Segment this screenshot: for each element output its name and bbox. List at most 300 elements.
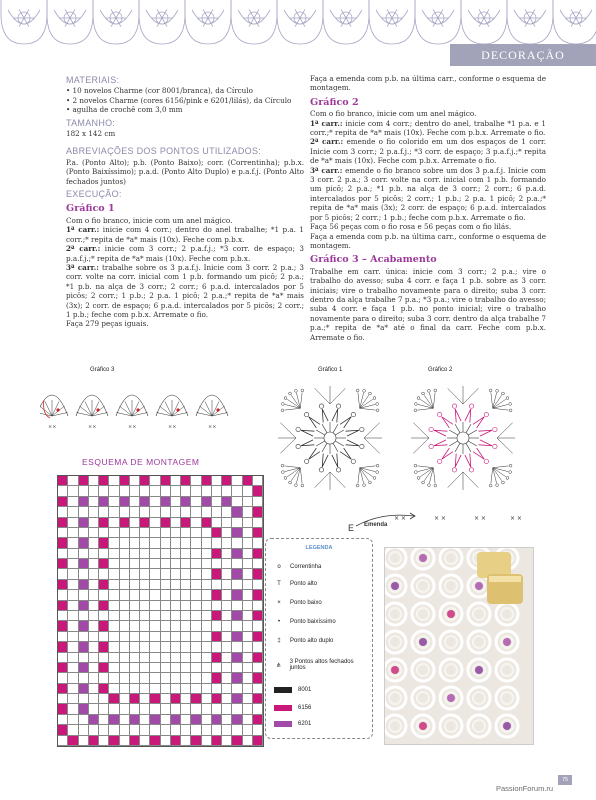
grid-cell — [99, 653, 109, 663]
grid-cell — [140, 725, 150, 735]
legend-item: T Ponto alto — [274, 581, 368, 587]
grid-cell — [140, 549, 150, 559]
grid-cell — [222, 601, 232, 611]
grid-cell — [120, 621, 130, 631]
grid-cell — [212, 663, 222, 673]
grid-cell — [120, 673, 130, 683]
grid-cell — [109, 725, 119, 735]
grid-cell — [130, 632, 140, 642]
grid-cell — [99, 518, 109, 528]
grid-cell — [68, 538, 78, 548]
grid-cell — [150, 507, 160, 517]
grid-cell — [150, 590, 160, 600]
grid-cell — [68, 569, 78, 579]
grid-cell — [120, 507, 130, 517]
grid-cell — [68, 725, 78, 735]
grid-cell — [212, 507, 222, 517]
grid-cell — [212, 611, 222, 621]
grid-cell — [120, 725, 130, 735]
grid-cell — [253, 725, 263, 735]
grid-cell — [253, 538, 263, 548]
grid-cell — [120, 590, 130, 600]
grid-cell — [130, 715, 140, 725]
grid-cell — [130, 569, 140, 579]
grid-cell — [99, 486, 109, 496]
grid-cell — [181, 642, 191, 652]
grid-cell — [150, 569, 160, 579]
grid-cell — [89, 725, 99, 735]
grid-cell — [58, 497, 68, 507]
grid-cell — [243, 507, 253, 517]
grid-cell — [253, 611, 263, 621]
grid-cell — [232, 621, 242, 631]
grid-cell — [232, 518, 242, 528]
grid-cell — [222, 559, 232, 569]
grid-cell — [191, 642, 201, 652]
grid-cell — [140, 569, 150, 579]
grid-cell — [161, 653, 171, 663]
grid-cell — [99, 663, 109, 673]
grid-cell — [68, 642, 78, 652]
tamanho-value: 182 x 142 cm — [66, 129, 116, 139]
carr-text: emende o fio colorido em um dos espaços de 1 corr. Inicie com 3 corr.; 2 p.a.f.j.; *3 corr. de espaço; 3 p.a.f.j.;* repita de *a* mais (10x). Feche com p.b.x. Arremate o fio. — [310, 137, 546, 166]
grid-cell — [120, 497, 130, 507]
grid-cell — [212, 549, 222, 559]
grid-cell — [232, 673, 242, 683]
grid-cell — [140, 653, 150, 663]
grid-cell — [171, 528, 181, 538]
legend-item: • Ponto baixíssimo — [274, 619, 368, 625]
grid-cell — [232, 725, 242, 735]
grid-cell — [140, 642, 150, 652]
grid-cell — [150, 611, 160, 621]
grafico1-carr-1 — [66, 225, 304, 244]
grid-cell — [181, 476, 191, 486]
grid-cell — [79, 736, 89, 746]
grid-cell — [89, 486, 99, 496]
grid-cell — [202, 653, 212, 663]
grid-cell — [79, 715, 89, 725]
text-column-right — [310, 74, 546, 342]
grid-cell — [161, 663, 171, 673]
grid-cell — [130, 590, 140, 600]
grid-cell — [222, 715, 232, 725]
grid-cell — [232, 559, 242, 569]
grid-cell — [68, 486, 78, 496]
grid-cell — [89, 715, 99, 725]
grid-cell — [191, 601, 201, 611]
grid-cell — [120, 549, 130, 559]
grid-cell — [109, 715, 119, 725]
grid-cell — [181, 715, 191, 725]
grid-cell — [232, 663, 242, 673]
grid-cell — [222, 590, 232, 600]
carr-label: 1ª carr.: — [66, 225, 100, 235]
grid-cell — [222, 642, 232, 652]
grid-cell — [130, 601, 140, 611]
grid-cell — [181, 653, 191, 663]
grid-cell — [253, 715, 263, 725]
grid-cell — [130, 528, 140, 538]
grid-cell — [99, 590, 109, 600]
legend-box — [265, 538, 373, 739]
grid-cell — [171, 549, 181, 559]
grid-cell — [253, 528, 263, 538]
grid-cell — [150, 621, 160, 631]
grid-cell — [212, 528, 222, 538]
materiais-item: • 2 novelos Charme (cores 6156/pink e 6201/lilás), da Círculo — [66, 95, 292, 105]
grid-cell — [68, 684, 78, 694]
grid-cell — [191, 673, 201, 683]
grid-cell — [79, 538, 89, 548]
grid-cell — [150, 580, 160, 590]
grid-cell — [58, 704, 68, 714]
grid-cell — [79, 642, 89, 652]
grid-cell — [232, 590, 242, 600]
grid-cell — [222, 580, 232, 590]
grid-cell — [222, 684, 232, 694]
grid-cell — [79, 590, 89, 600]
grid-cell — [253, 486, 263, 496]
grafico2-diagram — [395, 373, 535, 513]
grid-cell — [68, 559, 78, 569]
grid-cell — [253, 580, 263, 590]
legend-item: × Ponto baixo — [274, 600, 368, 606]
grid-cell — [140, 684, 150, 694]
grid-cell — [150, 653, 160, 663]
grid-cell — [89, 559, 99, 569]
grid-cell — [191, 611, 201, 621]
grid-cell — [212, 538, 222, 548]
grid-cell — [150, 673, 160, 683]
grid-cell — [212, 715, 222, 725]
grid-cell — [243, 673, 253, 683]
grid-cell — [79, 486, 89, 496]
grid-cell — [212, 642, 222, 652]
grid-cell — [243, 518, 253, 528]
carr-text: inicie com 4 corr.; dentro do anel, trabalhe *1 p.a. e 1 corr.;* repita de *a* mais (10x). Feche com p.b.x. Arremate o fio. — [310, 118, 546, 138]
grid-cell — [89, 673, 99, 683]
grid-cell — [212, 621, 222, 631]
grid-cell — [150, 663, 160, 673]
grid-cell — [202, 632, 212, 642]
grid-cell — [253, 549, 263, 559]
grid-cell — [68, 549, 78, 559]
grid-cell — [161, 715, 171, 725]
grid-cell — [243, 486, 253, 496]
carr-label: 2ª carr.: — [310, 137, 344, 147]
grid-cell — [202, 694, 212, 704]
grid-cell — [109, 518, 119, 528]
grid-cell — [140, 611, 150, 621]
grafico1-label: Gráfico 1 — [318, 367, 343, 373]
grid-cell — [130, 663, 140, 673]
grid-cell — [161, 673, 171, 683]
grid-cell — [181, 549, 191, 559]
grid-cell — [150, 497, 160, 507]
grid-cell — [58, 621, 68, 631]
grid-cell — [140, 621, 150, 631]
grid-cell — [253, 673, 263, 683]
grafico1-diagram — [265, 373, 405, 513]
legend-swatch-row: 6201 — [274, 721, 368, 727]
grid-cell — [171, 486, 181, 496]
grid-cell — [150, 736, 160, 746]
grid-cell — [171, 663, 181, 673]
grid-cell — [58, 632, 68, 642]
grid-cell — [232, 715, 242, 725]
grid-cell — [232, 549, 242, 559]
carr-label: 2ª carr.: — [66, 244, 101, 254]
grid-cell — [130, 507, 140, 517]
grid-cell — [79, 725, 89, 735]
grid-cell — [243, 715, 253, 725]
grid-cell — [191, 549, 201, 559]
grid-cell — [212, 476, 222, 486]
grid-cell — [222, 673, 232, 683]
grid-cell — [79, 549, 89, 559]
grid-cell — [222, 507, 232, 517]
grid-cell — [79, 559, 89, 569]
grid-cell — [232, 580, 242, 590]
grid-cell — [171, 601, 181, 611]
grid-cell — [161, 518, 171, 528]
abreviacoes-heading: ABREVIAÇÕES DOS PONTOS UTILIZADOS: — [66, 146, 262, 157]
grid-cell — [120, 684, 130, 694]
grid-cell — [130, 518, 140, 528]
grid-cell — [191, 736, 201, 746]
grid-cell — [58, 694, 68, 704]
grid-cell — [58, 476, 68, 486]
grid-cell — [253, 497, 263, 507]
grid-cell — [58, 736, 68, 746]
grid-cell — [120, 642, 130, 652]
grid-cell — [191, 569, 201, 579]
grid-cell — [120, 486, 130, 496]
grid-cell — [171, 715, 181, 725]
grid-cell — [89, 642, 99, 652]
grid-cell — [120, 736, 130, 746]
color-swatch — [274, 705, 292, 711]
grid-cell — [181, 694, 191, 704]
grid-cell — [222, 694, 232, 704]
grid-cell — [253, 684, 263, 694]
grid-cell — [150, 528, 160, 538]
grid-cell — [222, 663, 232, 673]
grid-cell — [253, 736, 263, 746]
grid-cell — [171, 632, 181, 642]
grid-cell — [130, 725, 140, 735]
grid-cell — [120, 538, 130, 548]
abreviacoes-text: P.a. (Ponto Alto); p.b. (Ponto Baixo); corr. (Correntinha); p.b.x. (Ponto Baixíssimo); p.a.d. (Ponto Alto Duplo) e p.a.f.j. (Ponto Alto fechados juntos) — [66, 157, 304, 186]
grid-cell — [191, 632, 201, 642]
grid-cell — [161, 538, 171, 548]
grid-cell — [99, 580, 109, 590]
legend-item: ⋔ 3 Pontos altos fechados juntos — [274, 659, 368, 671]
grid-cell — [232, 507, 242, 517]
grafico3-label: Gráfico 3 — [90, 367, 115, 373]
svg-text:× ×: × × — [510, 515, 522, 522]
grid-cell — [68, 736, 78, 746]
grid-cell — [89, 736, 99, 746]
grid-cell — [99, 704, 109, 714]
grid-cell — [243, 549, 253, 559]
grid-cell — [89, 663, 99, 673]
grid-cell — [243, 497, 253, 507]
grid-cell — [191, 621, 201, 631]
grid-cell — [202, 642, 212, 652]
grid-cell — [140, 486, 150, 496]
grid-cell — [99, 507, 109, 517]
legend-swatch-row: 8001 — [274, 687, 368, 693]
grid-cell — [191, 476, 201, 486]
grid-cell — [232, 736, 242, 746]
grid-cell — [89, 518, 99, 528]
grid-cell — [181, 569, 191, 579]
grafico1-end: Faça 279 peças iguais. — [66, 319, 149, 329]
grid-cell — [79, 528, 89, 538]
grid-cell — [253, 632, 263, 642]
grid-cell — [109, 601, 119, 611]
grid-cell — [232, 528, 242, 538]
grid-cell — [161, 736, 171, 746]
grid-cell — [191, 528, 201, 538]
grid-cell — [181, 538, 191, 548]
grid-cell — [58, 653, 68, 663]
grid-cell — [253, 694, 263, 704]
grid-cell — [243, 538, 253, 548]
grid-cell — [79, 497, 89, 507]
grid-cell — [109, 632, 119, 642]
grid-cell — [181, 486, 191, 496]
grid-cell — [68, 601, 78, 611]
grid-cell — [161, 632, 171, 642]
grid-cell — [68, 663, 78, 673]
grid-cell — [222, 549, 232, 559]
grid-cell — [109, 486, 119, 496]
grid-cell — [58, 601, 68, 611]
grid-cell — [120, 569, 130, 579]
grid-cell — [161, 528, 171, 538]
grid-cell — [120, 528, 130, 538]
grid-cell — [161, 725, 171, 735]
svg-text:× ×: × × — [394, 515, 406, 522]
grid-cell — [130, 580, 140, 590]
grid-cell — [212, 518, 222, 528]
grid-cell — [109, 590, 119, 600]
grid-cell — [212, 684, 222, 694]
grid-cell — [79, 632, 89, 642]
grid-cell — [109, 663, 119, 673]
grid-cell — [191, 725, 201, 735]
grid-cell — [171, 538, 181, 548]
grid-cell — [89, 684, 99, 694]
grid-cell — [191, 694, 201, 704]
grid-cell — [191, 580, 201, 590]
grid-cell — [99, 694, 109, 704]
grid-cell — [161, 684, 171, 694]
grid-cell — [109, 507, 119, 517]
grid-cell — [161, 590, 171, 600]
grid-cell — [171, 684, 181, 694]
grid-cell — [222, 653, 232, 663]
grafico3-title: Gráfico 3 – Acabamento — [310, 254, 437, 266]
grid-cell — [109, 642, 119, 652]
grid-cell — [222, 611, 232, 621]
grid-cell — [202, 486, 212, 496]
grid-cell — [161, 549, 171, 559]
grid-cell — [120, 601, 130, 611]
grid-cell — [89, 507, 99, 517]
grid-cell — [79, 663, 89, 673]
grid-cell — [181, 601, 191, 611]
svg-text:××: ×× — [168, 424, 177, 430]
grid-cell — [202, 569, 212, 579]
grid-cell — [191, 653, 201, 663]
grid-cell — [89, 497, 99, 507]
grid-cell — [140, 704, 150, 714]
grid-cell — [109, 694, 119, 704]
grid-cell — [130, 559, 140, 569]
grid-cell — [89, 569, 99, 579]
grid-cell — [89, 704, 99, 714]
grid-cell — [161, 601, 171, 611]
section-tab: DECORAÇÃO — [450, 44, 596, 66]
grid-cell — [253, 518, 263, 528]
grid-cell — [191, 538, 201, 548]
grid-cell — [109, 497, 119, 507]
svg-text:× ×: × × — [434, 515, 446, 522]
grid-cell — [109, 684, 119, 694]
grafico1-carr-2 — [66, 244, 304, 263]
legend-item: ‡ Ponto alto duplo — [274, 638, 368, 644]
grid-cell — [150, 601, 160, 611]
grid-cell — [232, 538, 242, 548]
grid-cell — [222, 621, 232, 631]
grid-cell — [202, 663, 212, 673]
cluster-icon: ⋔ — [276, 662, 282, 669]
grid-cell — [150, 518, 160, 528]
grid-cell — [243, 663, 253, 673]
grid-cell — [161, 694, 171, 704]
grid-cell — [120, 663, 130, 673]
grid-cell — [130, 653, 140, 663]
grid-cell — [130, 694, 140, 704]
grid-cell — [68, 673, 78, 683]
grid-cell — [181, 632, 191, 642]
grid-cell — [150, 549, 160, 559]
color-swatch — [274, 687, 292, 693]
grid-cell — [202, 715, 212, 725]
text-column-left — [66, 72, 304, 329]
grid-cell — [161, 611, 171, 621]
grafico2-intro: Com o fio branco, inicie com um anel mágico. — [310, 109, 477, 119]
grid-cell — [243, 684, 253, 694]
grid-cell — [109, 673, 119, 683]
grid-cell — [58, 715, 68, 725]
grid-cell — [243, 736, 253, 746]
grid-cell — [243, 559, 253, 569]
lace-border — [0, 0, 596, 48]
grid-cell — [212, 486, 222, 496]
grid-cell — [191, 518, 201, 528]
grid-cell — [181, 590, 191, 600]
grid-cell — [171, 580, 181, 590]
grid-cell — [68, 497, 78, 507]
grid-cell — [120, 653, 130, 663]
grid-cell — [243, 580, 253, 590]
page-number: 75 — [558, 775, 572, 785]
